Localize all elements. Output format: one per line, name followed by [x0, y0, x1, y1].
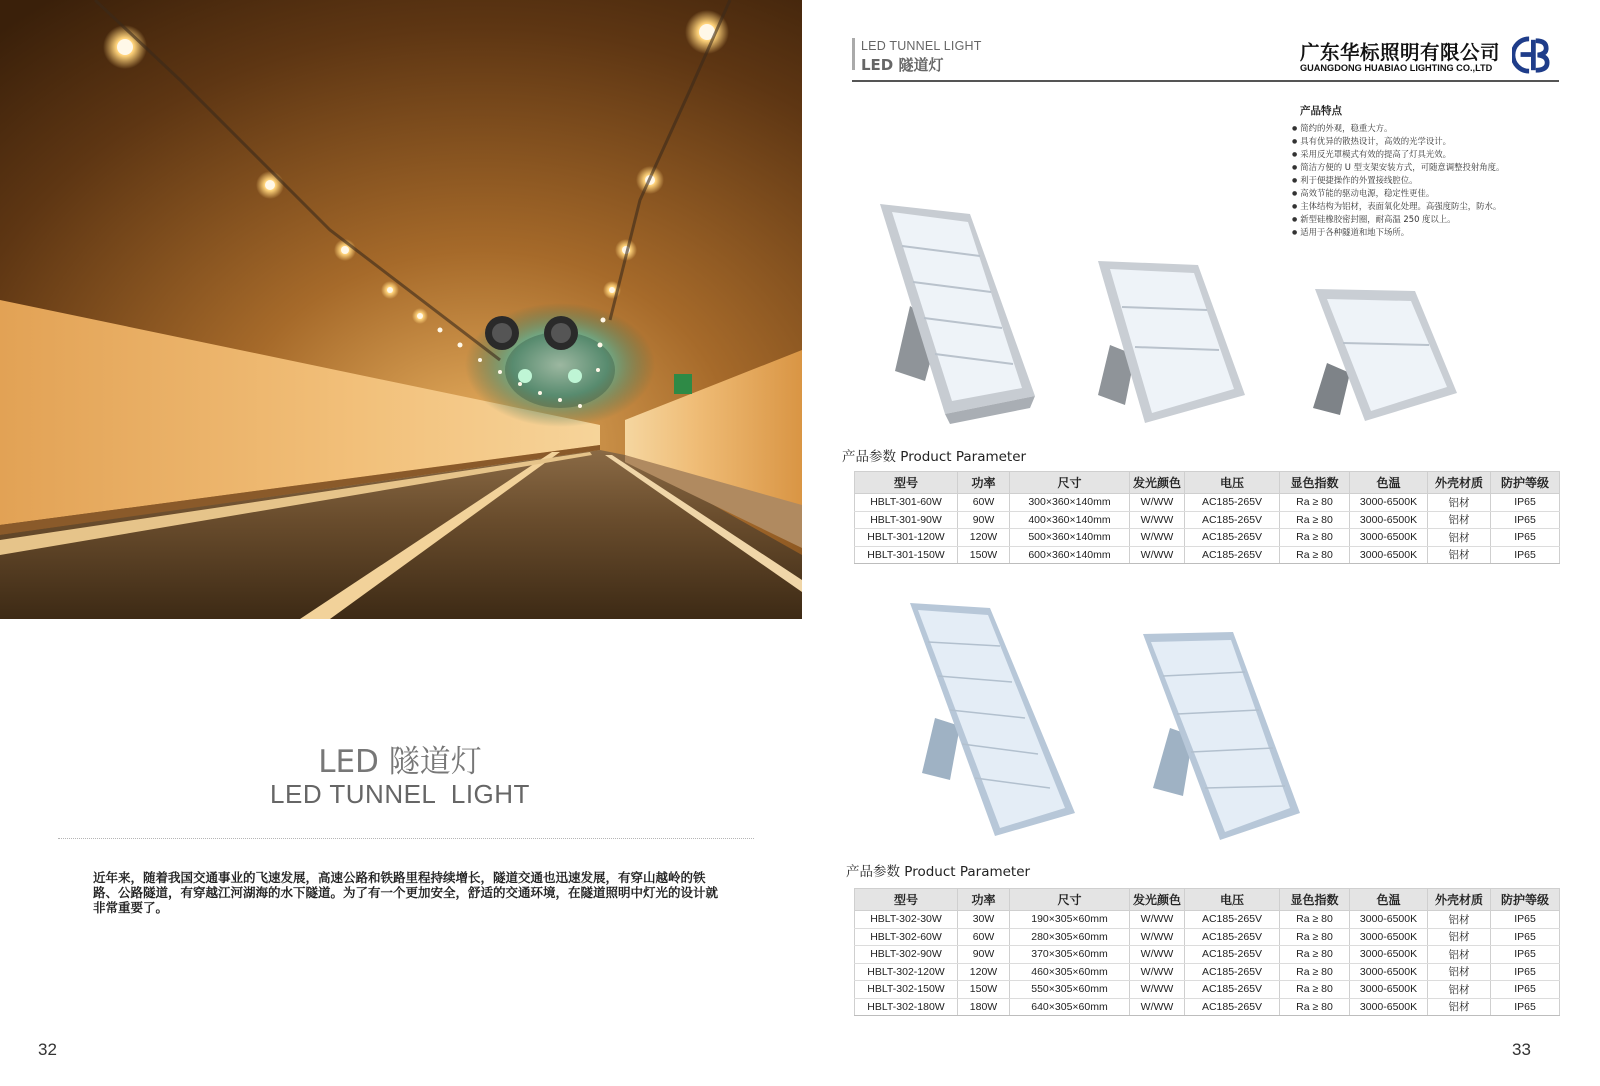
cell-size: 190×305×60mm — [1010, 911, 1130, 929]
col-header-model: 型号 — [855, 889, 958, 911]
col-header-size: 尺寸 — [1010, 889, 1130, 911]
col-header-size: 尺寸 — [1010, 472, 1130, 494]
cell-size: 280×305×60mm — [1010, 928, 1130, 946]
table-row — [855, 911, 1560, 929]
cell-model: HBLT-301-120W — [855, 529, 958, 547]
cell-power: 60W — [958, 928, 1010, 946]
features-list — [1292, 122, 1562, 239]
cell-cri: Ra ≥ 80 — [1280, 998, 1350, 1016]
cell-cri: Ra ≥ 80 — [1280, 981, 1350, 999]
cell-power: 120W — [958, 529, 1010, 547]
cell-material: 铝材 — [1428, 511, 1491, 529]
feature-item: ● 简洁方便的 U 型支架安装方式，可随意调整投射角度。 — [1292, 161, 1562, 174]
cell-voltage: AC185-265V — [1185, 981, 1280, 999]
cell-color: W/WW — [1130, 494, 1185, 512]
page-number: 33 — [1512, 1040, 1531, 1059]
cell-power: 150W — [958, 981, 1010, 999]
cell-material: 铝材 — [1428, 911, 1491, 929]
cell-model: HBLT-302-30W — [855, 911, 958, 929]
cell-voltage: AC185-265V — [1185, 546, 1280, 564]
cell-model: HBLT-302-90W — [855, 946, 958, 964]
cell-cri: Ra ≥ 80 — [1280, 946, 1350, 964]
table-row — [855, 511, 1560, 529]
tunnel-photo — [0, 0, 802, 619]
features-title: 产品特点 — [1300, 105, 1342, 117]
table-row — [855, 946, 1560, 964]
cell-size: 500×360×140mm — [1010, 529, 1130, 547]
cell-ip: IP65 — [1491, 546, 1560, 564]
cell-power: 60W — [958, 494, 1010, 512]
cell-cct: 3000-6500K — [1350, 928, 1428, 946]
cell-model: HBLT-302-150W — [855, 981, 958, 999]
cell-cri: Ra ≥ 80 — [1280, 511, 1350, 529]
cell-size: 370×305×60mm — [1010, 946, 1130, 964]
cell-power: 30W — [958, 911, 1010, 929]
cell-ip: IP65 — [1491, 511, 1560, 529]
company-name-en: GUANGDONG HUABIAO LIGHTING CO.,LTD — [1300, 63, 1493, 73]
cell-cri: Ra ≥ 80 — [1280, 928, 1350, 946]
cell-color: W/WW — [1130, 511, 1185, 529]
cell-ip: IP65 — [1491, 529, 1560, 547]
cell-size: 550×305×60mm — [1010, 981, 1130, 999]
table-row — [855, 494, 1560, 512]
param-table-301 — [854, 471, 1560, 564]
cell-color: W/WW — [1130, 928, 1185, 946]
feature-item: ● 利于便捷操作的外置接线腔位。 — [1292, 174, 1562, 187]
param-table-title-2: 产品参数 Product Parameter — [846, 864, 1031, 880]
col-header-cri: 显色指数 — [1280, 889, 1350, 911]
cell-material: 铝材 — [1428, 981, 1491, 999]
table-header-row — [855, 472, 1560, 494]
cell-color: W/WW — [1130, 546, 1185, 564]
cell-cct: 3000-6500K — [1350, 998, 1428, 1016]
cell-cri: Ra ≥ 80 — [1280, 911, 1350, 929]
cell-cct: 3000-6500K — [1350, 511, 1428, 529]
cell-cct: 3000-6500K — [1350, 911, 1428, 929]
cell-ip: IP65 — [1491, 494, 1560, 512]
header-title: LED 隧道灯 — [861, 56, 944, 74]
header-rule — [852, 80, 1559, 82]
product-image-301-medium — [1090, 255, 1250, 430]
cell-model: HBLT-302-60W — [855, 928, 958, 946]
feature-item: ● 高效节能的驱动电源，稳定性更佳。 — [1292, 187, 1562, 200]
cell-cri: Ra ≥ 80 — [1280, 546, 1350, 564]
col-header-ip: 防护等级 — [1491, 472, 1560, 494]
col-header-color: 发光颜色 — [1130, 889, 1185, 911]
header-accent-bar — [852, 38, 855, 70]
col-header-color: 发光颜色 — [1130, 472, 1185, 494]
param-table-title-1: 产品参数 Product Parameter — [842, 449, 1027, 465]
page-number: 32 — [38, 1040, 57, 1059]
intro-paragraph: 近年来，随着我国交通事业的飞速发展，高速公路和铁路里程持续增长，隧道交通也迅速发展，有穿山越岭的铁路、公路隧道，有穿越江河湖海的水下隧道。为了有一个更加安全，舒适的交通环境，在隧道照明中灯光的设计就非常重要了。 — [93, 870, 719, 915]
param-table-302 — [854, 888, 1560, 1016]
cell-voltage: AC185-265V — [1185, 963, 1280, 981]
table-row — [855, 928, 1560, 946]
cell-material: 铝材 — [1428, 494, 1491, 512]
page-title-cn: LED 隧道灯 — [318, 744, 482, 780]
cell-ip: IP65 — [1491, 998, 1560, 1016]
divider — [58, 838, 754, 839]
col-header-cct: 色温 — [1350, 889, 1428, 911]
cell-voltage: AC185-265V — [1185, 928, 1280, 946]
feature-item: ● 简约的外观，稳重大方。 — [1292, 122, 1562, 135]
cell-voltage: AC185-265V — [1185, 529, 1280, 547]
product-image-302-medium — [1135, 628, 1305, 843]
feature-item: ● 新型硅橡胶密封圈，耐高温 250 度以上。 — [1292, 213, 1562, 226]
cell-ip: IP65 — [1491, 963, 1560, 981]
table-row — [855, 529, 1560, 547]
cell-size: 400×360×140mm — [1010, 511, 1130, 529]
cell-model: HBLT-301-150W — [855, 546, 958, 564]
cell-cri: Ra ≥ 80 — [1280, 963, 1350, 981]
feature-item: ● 主体结构为铝材，表面氧化处理。高强度防尘，防水。 — [1292, 200, 1562, 213]
cell-voltage: AC185-265V — [1185, 511, 1280, 529]
product-image-302-large — [900, 598, 1080, 838]
col-header-voltage: 电压 — [1185, 472, 1280, 494]
cell-model: HBLT-301-60W — [855, 494, 958, 512]
cell-voltage: AC185-265V — [1185, 946, 1280, 964]
cell-size: 640×305×60mm — [1010, 998, 1130, 1016]
cell-color: W/WW — [1130, 529, 1185, 547]
product-image-301-large — [870, 196, 1040, 431]
col-header-cri: 显色指数 — [1280, 472, 1350, 494]
table-row — [855, 981, 1560, 999]
cell-material: 铝材 — [1428, 946, 1491, 964]
cell-material: 铝材 — [1428, 963, 1491, 981]
cell-cct: 3000-6500K — [1350, 494, 1428, 512]
cell-ip: IP65 — [1491, 928, 1560, 946]
cell-size: 460×305×60mm — [1010, 963, 1130, 981]
cell-model: HBLT-302-180W — [855, 998, 958, 1016]
cell-material: 铝材 — [1428, 529, 1491, 547]
cell-power: 180W — [958, 998, 1010, 1016]
right-page — [800, 0, 1600, 1086]
cell-material: 铝材 — [1428, 928, 1491, 946]
col-header-material: 外壳材质 — [1428, 889, 1491, 911]
cell-model: HBLT-302-120W — [855, 963, 958, 981]
cell-model: HBLT-301-90W — [855, 511, 958, 529]
cell-size: 600×360×140mm — [1010, 546, 1130, 564]
header-subtitle: LED TUNNEL LIGHT — [861, 39, 982, 53]
company-logo-icon — [1512, 36, 1550, 74]
cell-power: 120W — [958, 963, 1010, 981]
table-header-row — [855, 889, 1560, 911]
company-name-cn: 广东华标照明有限公司 — [1300, 41, 1501, 64]
cell-ip: IP65 — [1491, 911, 1560, 929]
cell-cct: 3000-6500K — [1350, 529, 1428, 547]
cell-ip: IP65 — [1491, 946, 1560, 964]
cell-color: W/WW — [1130, 963, 1185, 981]
cell-material: 铝材 — [1428, 546, 1491, 564]
col-header-material: 外壳材质 — [1428, 472, 1491, 494]
feature-item: ● 适用于各种隧道和地下场所。 — [1292, 226, 1562, 239]
feature-item: ● 具有优异的散热设计，高效的光学设计。 — [1292, 135, 1562, 148]
product-image-301-small — [1305, 283, 1465, 428]
cell-cct: 3000-6500K — [1350, 981, 1428, 999]
cell-voltage: AC185-265V — [1185, 998, 1280, 1016]
cell-power: 90W — [958, 511, 1010, 529]
col-header-model: 型号 — [855, 472, 958, 494]
cell-voltage: AC185-265V — [1185, 911, 1280, 929]
col-header-ip: 防护等级 — [1491, 889, 1560, 911]
table-row — [855, 546, 1560, 564]
cell-ip: IP65 — [1491, 981, 1560, 999]
cell-voltage: AC185-265V — [1185, 494, 1280, 512]
table-row — [855, 963, 1560, 981]
cell-material: 铝材 — [1428, 998, 1491, 1016]
cell-cri: Ra ≥ 80 — [1280, 529, 1350, 547]
cell-cri: Ra ≥ 80 — [1280, 494, 1350, 512]
feature-item: ● 采用反光罩模式有效的提高了灯具光效。 — [1292, 148, 1562, 161]
col-header-power: 功率 — [958, 472, 1010, 494]
cell-cct: 3000-6500K — [1350, 546, 1428, 564]
cell-power: 150W — [958, 546, 1010, 564]
cell-size: 300×360×140mm — [1010, 494, 1130, 512]
cell-power: 90W — [958, 946, 1010, 964]
cell-cct: 3000-6500K — [1350, 946, 1428, 964]
cell-color: W/WW — [1130, 998, 1185, 1016]
col-header-power: 功率 — [958, 889, 1010, 911]
cell-color: W/WW — [1130, 946, 1185, 964]
cell-color: W/WW — [1130, 981, 1185, 999]
product-features — [1292, 103, 1562, 239]
page-title-en: LED TUNNEL LIGHT — [270, 779, 530, 809]
cell-cct: 3000-6500K — [1350, 963, 1428, 981]
cell-color: W/WW — [1130, 911, 1185, 929]
col-header-voltage: 电压 — [1185, 889, 1280, 911]
col-header-cct: 色温 — [1350, 472, 1428, 494]
table-row — [855, 998, 1560, 1016]
